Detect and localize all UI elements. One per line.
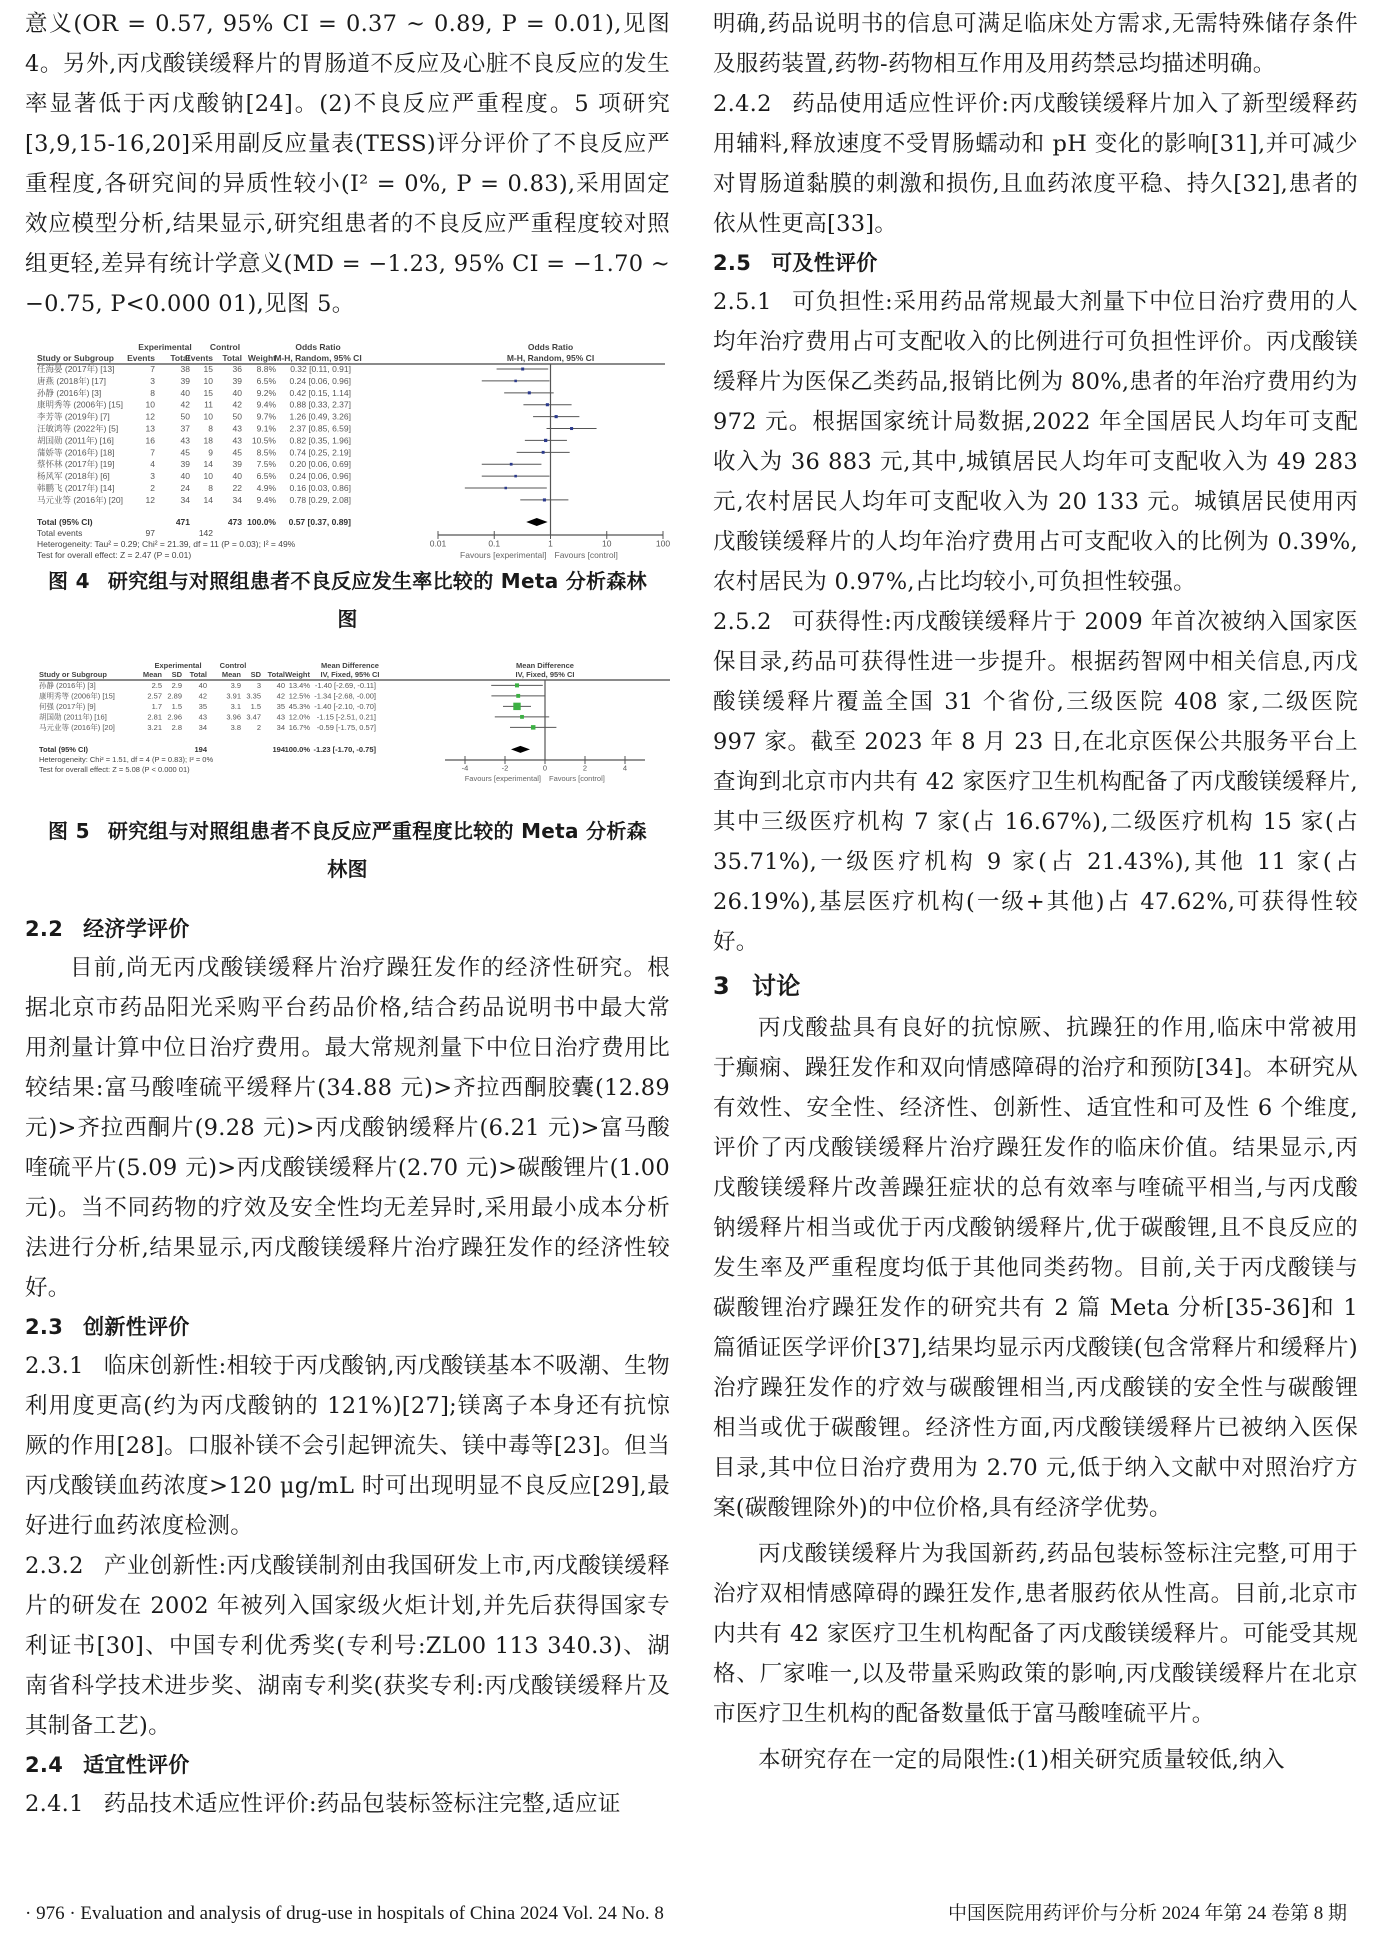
- study-c-total: 39: [232, 459, 242, 470]
- figure-4: [25, 342, 671, 560]
- plot-header: Odds Ratio: [527, 342, 574, 352]
- favours-control-label: Favours [control]: [554, 550, 618, 560]
- study-name: 何强 (2017年) [9]: [39, 702, 96, 711]
- figure-5: [25, 660, 670, 800]
- study-point: [546, 403, 549, 406]
- study-c-sd: 1.5: [250, 702, 261, 711]
- study-name: 杨风军 (2018年) [6]: [37, 471, 110, 482]
- study-point: [510, 463, 513, 466]
- study-weight: 9.7%: [256, 411, 276, 422]
- section-2-2-paragraph: 目前,尚无丙戊酸镁缓释片治疗躁狂发作的经济性研究。根据北京市药品阳光采购平台药品价格,结合药品说明书中最大常用剂量计算中位日治疗费用。最大常规剂量下中位日治疗费用比较结果:富马酸喹硫平缓释片(34.88 元)>齐拉西酮胶囊(12.89 元)>齐拉西酮片(9.28 元)>丙戊酸钠缓释片(6.21 元)>富马酸喹硫平片(5.09 元)>丙戊酸镁缓释片(2.70 元)>碳酸锂片(1.00 元)。当不同药物的疗效及安全性均无差异时,采用最小成本分析法进行分析,结果显示,丙戊酸镁缓释片治疗躁狂发作的经济性较好。: [25, 955, 670, 1301]
- study-point: [513, 703, 520, 710]
- column-header: Weight: [285, 670, 310, 679]
- study-e-mean: 1.7: [151, 702, 162, 711]
- study-c-events: 10: [203, 375, 213, 386]
- total-control: 194: [272, 745, 285, 754]
- section-2-2-heading: [25, 910, 670, 948]
- x-tick-label: -4: [461, 763, 469, 773]
- section-2-5-heading: [713, 244, 1358, 282]
- figure-5-caption: [25, 812, 670, 888]
- study-e-events: 3: [150, 471, 155, 482]
- favours-experimental-label: Favours [experimental]: [460, 550, 547, 560]
- study-c-total: 40: [232, 387, 242, 398]
- column-header: Total: [222, 353, 242, 363]
- discussion-paragraph-1: 丙戊酸盐具有良好的抗惊厥、抗躁狂的作用,临床中常被用于癫痫、躁狂发作和双向情感障碍的治疗和预防[34]。本研究从有效性、安全性、经济性、创新性、适宜性和可及性 6 个维度,评价了丙戊酸镁缓释片治疗躁狂发作的临床价值。结果显示,丙戊酸镁缓释片改善躁狂症状的总有效率与喹硫平相当,与丙戊酸钠缓释片相当或优于丙戊酸钠缓释片,优于碳酸锂,且不良反应的发生率及严重程度均低于其他同类药物。目前,关于丙戊酸镁与碳酸锂治疗躁狂发作的研究共有 2 篇 Meta 分析[35-36]和 1 篇循证医学评价[37],结果均显示丙戊酸镁(包含常释片和缓释片)治疗躁狂发作的疗效与碳酸锂相当,丙戊酸镁的安全性与碳酸锂相当或优于碳酸锂。经济性方面,丙戊酸镁缓释片已被纳入医保目录,其中位日治疗费用为 2.70 元,低于纳入文献中对照治疗方案(碳酸锂除外)的中位价格,具有经济学优势。: [713, 1015, 1358, 1521]
- study-point: [542, 451, 545, 454]
- study-weight: 13.4%: [288, 681, 310, 690]
- study-ci-text: 0.24 [0.06, 0.96]: [289, 375, 351, 386]
- study-e-total: 42: [180, 399, 190, 410]
- study-weight: 6.5%: [256, 471, 276, 482]
- subsection-number: 2.5.2: [713, 609, 772, 635]
- total-label: Total (95% CI): [37, 517, 93, 527]
- subsection-text: 药品技术适应性评价:药品包装标签标注完整,适应证: [103, 1791, 621, 1817]
- total-experimental: 194: [194, 745, 207, 754]
- study-e-events: 7: [150, 364, 155, 374]
- section-title: 讨论: [752, 972, 801, 1000]
- study-e-events: 8: [150, 387, 155, 398]
- study-e-total: 40: [198, 681, 207, 690]
- favours-control-label: Favours [control]: [549, 774, 605, 783]
- study-weight: 9.2%: [256, 387, 276, 398]
- x-tick-label: 100: [655, 538, 671, 549]
- study-c-total: 40: [276, 681, 285, 690]
- study-c-events: 8: [208, 423, 213, 434]
- x-tick-label: 0: [542, 763, 548, 773]
- section-title: 适宜性评价: [83, 1753, 190, 1777]
- section-number: 3: [713, 972, 730, 1000]
- section-number: 2.4: [25, 1753, 64, 1777]
- total-control: 473: [227, 517, 242, 527]
- study-e-total: 50: [180, 411, 190, 422]
- column-header: Total: [170, 353, 190, 363]
- study-e-total: 34: [198, 723, 207, 732]
- right-column: [713, 0, 1358, 1780]
- x-tick-label: -2: [501, 763, 509, 773]
- study-c-mean: 3.96: [226, 712, 241, 722]
- x-tick-label: 10: [602, 538, 612, 549]
- study-e-sd: 2.9: [171, 681, 182, 690]
- study-name: 李芳等 (2019年) [7]: [37, 411, 110, 422]
- effect-header: Odds Ratio: [295, 342, 341, 352]
- study-point: [515, 683, 519, 687]
- study-ci-text: 1.26 [0.49, 3.26]: [289, 411, 351, 422]
- column-header-study: Study or Subgroup: [39, 670, 107, 679]
- study-ci-text: -0.59 [-1.75, 0.57]: [316, 723, 376, 732]
- study-e-events: 13: [145, 423, 155, 434]
- overall-effect-text: Test for overall effect: Z = 2.47 (P = 0.01): [37, 550, 192, 560]
- study-e-total: 45: [180, 447, 190, 458]
- study-weight: 8.5%: [256, 447, 276, 458]
- group-header-experimental: Experimental: [138, 342, 192, 352]
- study-e-total: 43: [198, 712, 207, 722]
- study-name: 唐燕 (2018年) [17]: [37, 375, 106, 386]
- plot-subheader: M-H, Random, 95% CI: [506, 353, 595, 363]
- total-ci-text: 0.57 [0.37, 0.89]: [288, 517, 351, 527]
- study-c-events: 14: [203, 459, 213, 470]
- section-2-5-2: [713, 602, 1358, 962]
- study-c-events: 9: [208, 447, 213, 458]
- study-weight: 9.4%: [256, 494, 276, 505]
- study-c-total: 42: [232, 399, 242, 410]
- study-ci-text: 0.74 [0.25, 2.19]: [289, 447, 351, 458]
- study-c-mean: 3.9: [230, 681, 241, 690]
- x-tick-label: 2: [582, 763, 588, 773]
- study-ci-text: 0.82 [0.35, 1.96]: [289, 435, 351, 446]
- study-e-total: 42: [198, 691, 207, 701]
- figure-5-number: 图 5: [48, 819, 90, 843]
- study-c-total: 43: [232, 423, 242, 434]
- group-header-control: Control: [209, 342, 241, 352]
- study-e-total: 39: [180, 459, 190, 470]
- study-ci-text: -1.34 [-2.68, -0.00]: [314, 691, 376, 701]
- study-e-events: 2: [150, 483, 155, 493]
- x-tick-label: 0.1: [488, 538, 501, 549]
- study-c-sd: 3: [256, 681, 261, 690]
- study-weight: 10.5%: [251, 435, 276, 446]
- study-weight: 7.5%: [256, 459, 276, 470]
- study-c-total: 40: [232, 471, 242, 482]
- study-c-events: 15: [203, 364, 213, 374]
- study-e-events: 12: [145, 494, 155, 505]
- favours-experimental-label: Favours [experimental]: [464, 774, 541, 783]
- study-point: [528, 391, 531, 394]
- study-c-total: 45: [232, 447, 242, 458]
- section-2-4-2: [713, 84, 1358, 244]
- study-name: 韩鹏飞 (2017年) [14]: [37, 483, 115, 493]
- subsection-number: 2.3.2: [25, 1553, 84, 1579]
- study-ci-text: 0.24 [0.06, 0.96]: [289, 471, 351, 482]
- total-experimental: 471: [175, 517, 190, 527]
- column-header: Events: [127, 353, 155, 363]
- study-c-sd: 3.35: [246, 691, 261, 701]
- subsection-text: 临床创新性:相较于丙戊酸钠,丙戊酸镁基本不吸潮、生物利用度更高(约为丙戊酸钠的 121%)[27];镁离子本身还有抗惊厥的作用[28]。口服补镁不会引起钾流失、镁中毒等[23]。但当丙戊酸镁血药浓度>120 μg/mL 时可出现明显不良反应[29],最好进行血药浓度检测。: [25, 1353, 670, 1539]
- study-c-total: 43: [232, 435, 242, 446]
- study-point: [544, 439, 547, 442]
- study-e-total: 40: [180, 387, 190, 398]
- subsection-text: 产业创新性:丙戊酸镁制剂由我国研发上市,丙戊酸镁缓释片的研发在 2002 年被列入国家级火炬计划,并先后获得国家专利证书[30]、中国专利优秀奖(专利号:ZL00 113 340.3)、湖南省科学技术进步奖、湖南专利奖(获奖专利:丙戊酸镁缓释片及其制备工艺)。: [25, 1553, 670, 1739]
- heterogeneity-text: Heterogeneity: Tau² = 0.29; Chi² = 21.39, df = 11 (P = 0.03); I² = 49%: [37, 539, 296, 549]
- study-point: [520, 715, 524, 719]
- study-name: 孙静 (2016年) [3]: [39, 681, 96, 690]
- total-events-control: 142: [198, 528, 213, 538]
- study-c-events: 8: [208, 483, 213, 493]
- study-point: [514, 475, 517, 478]
- forest-plot-5: [25, 660, 670, 800]
- study-name: 胡国勋 (2011年) [16]: [39, 712, 107, 722]
- figure-4-number: 图 4: [48, 569, 90, 593]
- study-c-mean: 3.8: [230, 723, 241, 732]
- study-ci-text: -1.40 [-2.10, -0.70]: [314, 702, 376, 711]
- study-ci-text: 0.32 [0.11, 0.91]: [290, 364, 351, 374]
- study-point: [555, 415, 558, 418]
- study-name: 胡国勋 (2011年) [16]: [37, 435, 114, 446]
- column-header: Events: [185, 353, 213, 363]
- section-number: 2.5: [713, 251, 752, 275]
- study-ci-text: 0.20 [0.06, 0.69]: [289, 459, 351, 470]
- intro-paragraph: 意义(OR = 0.57, 95% CI = 0.37 ~ 0.89, P = 0.01),见图 4。另外,丙戊酸镁缓释片的胃肠道不反应及心脏不良反应的发生率显著低于丙戊酸钠[24]。(2)不良反应严重程度。5 项研究[3,9,15-16,20]采用副反应量表(TESS)评分评价了不良反应严重程度,各研究间的异质性较小(I² = 0%, P = 0.83),采用固定效应模型分析,结果显示,研究组患者的不良反应严重程度较对照组更轻,差异有统计学意义(MD = −1.23, 95% CI = −1.70 ~ −0.75, P<0.000 01),见图 5。: [25, 11, 670, 317]
- study-e-total: 38: [180, 364, 190, 374]
- study-c-total: 35: [276, 702, 285, 711]
- x-tick-label: 0.01: [429, 538, 447, 549]
- study-ci-text: 0.42 [0.15, 1.14]: [289, 387, 351, 398]
- column-header: Total: [267, 670, 285, 679]
- section-title: 可及性评价: [771, 251, 878, 275]
- column-header: Total: [189, 670, 207, 679]
- study-c-events: 15: [203, 387, 213, 398]
- figure-4-caption-text: 研究组与对照组患者不良反应发生率比较的 Meta 分析森林图: [107, 569, 647, 631]
- section-3-heading: [713, 964, 1358, 1008]
- section-2-3-1: [25, 1346, 670, 1546]
- study-e-events: 12: [145, 411, 155, 422]
- study-name: 任海晏 (2017年) [13]: [37, 364, 115, 374]
- study-c-events: 10: [203, 471, 213, 482]
- study-e-total: 35: [198, 702, 207, 711]
- study-point: [504, 487, 507, 490]
- subsection-number: 2.5.1: [713, 289, 772, 315]
- study-name: 马元业等 (2016年) [20]: [39, 723, 115, 732]
- plot-header: Mean Difference: [516, 661, 574, 670]
- study-c-total: 34: [232, 494, 242, 505]
- discussion-paragraph-3: 本研究存在一定的局限性:(1)相关研究质量较低,纳入: [758, 1747, 1285, 1773]
- study-e-total: 34: [180, 494, 190, 505]
- study-e-events: 4: [150, 459, 155, 470]
- section-title: 经济学评价: [83, 917, 190, 941]
- footer-right: 中国医院用药评价与分析 2024 年第 24 卷第 8 期: [947, 1903, 1347, 1924]
- section-2-4-1-continued: 明确,药品说明书的信息可满足临床处方需求,无需特殊储存条件及服药装置,药物-药物相互作用及用药禁忌均描述明确。: [713, 11, 1358, 77]
- study-e-total: 39: [180, 375, 190, 386]
- study-e-total: 24: [180, 483, 190, 493]
- figure-4-caption: [25, 562, 670, 638]
- effect-subheader: IV, Fixed, 95% CI: [320, 670, 380, 679]
- study-weight: 8.8%: [256, 364, 276, 374]
- study-weight: 45.3%: [288, 702, 310, 711]
- study-weight: 12.0%: [288, 712, 310, 722]
- study-e-sd: 2.89: [167, 691, 182, 701]
- study-c-total: 50: [232, 411, 242, 422]
- study-weight: 9.1%: [256, 423, 276, 434]
- study-c-total: 39: [232, 375, 242, 386]
- group-header-control: Control: [219, 661, 247, 670]
- column-header-study: Study or Subgroup: [37, 353, 114, 363]
- study-point: [570, 427, 573, 430]
- study-c-total: 42: [276, 691, 285, 701]
- study-point: [543, 498, 546, 501]
- study-c-total: 43: [276, 712, 285, 722]
- study-weight: 9.4%: [256, 399, 276, 410]
- section-2-5-1: [713, 282, 1358, 602]
- study-ci-text: -1.15 [-2.51, 0.21]: [316, 712, 376, 722]
- section-2-3-2: [25, 1546, 670, 1746]
- study-name: 蔡怀林 (2017年) [19]: [37, 459, 115, 470]
- column-header: SD: [171, 670, 182, 679]
- study-c-total: 36: [232, 364, 242, 374]
- study-e-events: 3: [150, 375, 155, 386]
- effect-header: Mean Difference: [321, 661, 379, 670]
- total-ci-text: -1.23 [-1.70, -0.75]: [313, 745, 376, 754]
- study-name: 孙静 (2016年) [3]: [37, 387, 102, 398]
- footer-left: · 976 · Evaluation and analysis of drug-use in hospitals of China 2024 Vol. 24 No. 8: [25, 1903, 664, 1924]
- study-name: 康明秀等 (2006年) [15]: [39, 691, 115, 701]
- study-name: 马元业等 (2016年) [20]: [37, 494, 123, 505]
- column-header: Mean: [142, 670, 162, 679]
- study-e-events: 16: [145, 435, 155, 446]
- study-c-sd: 2: [256, 723, 261, 732]
- study-c-events: 14: [203, 494, 213, 505]
- total-events-experimental: 97: [145, 528, 155, 538]
- study-c-mean: 3.91: [226, 691, 241, 701]
- section-number: 2.3: [25, 1315, 64, 1339]
- column-header: Mean: [221, 670, 241, 679]
- study-ci-text: 0.16 [0.03, 0.86]: [289, 483, 351, 493]
- section-2-4-heading: [25, 1746, 670, 1784]
- effect-subheader: M-H, Random, 95% CI: [274, 353, 362, 363]
- subsection-number: 2.4.1: [25, 1791, 84, 1817]
- forest-plot-4: [25, 342, 671, 560]
- plot-subheader: IV, Fixed, 95% CI: [515, 670, 575, 679]
- study-ci-text: -1.40 [-2.69, -0.11]: [314, 681, 376, 690]
- study-e-mean: 2.81: [147, 712, 162, 722]
- x-tick-label: 1: [548, 538, 553, 549]
- study-e-events: 7: [150, 447, 155, 458]
- study-ci-text: 0.78 [0.29, 2.08]: [289, 494, 351, 505]
- study-point: [521, 368, 524, 371]
- section-title: 创新性评价: [83, 1315, 190, 1339]
- study-point: [531, 725, 535, 729]
- study-e-sd: 2.96: [167, 712, 182, 722]
- study-name: 汪敏鸿等 (2022年) [5]: [37, 423, 119, 434]
- study-name: 康明秀等 (2006年) [15]: [37, 399, 123, 410]
- left-column: [25, 0, 670, 1824]
- study-c-mean: 3.1: [230, 702, 241, 711]
- subsection-text: 可获得性:丙戊酸镁缓释片于 2009 年首次被纳入国家医保目录,药品可获得性进一步提升。根据药智网中相关信息,丙戊酸镁缓释片覆盖全国 31 个省份,三级医院 408 家,二级医院 997 家。截至 2023 年 8 月 23 日,在北京医保公共服务平台上查询到北京市内共有 42 家医疗卫生机构配备了丙戊酸镁缓释片,其中三级医疗机构 7 家(占 16.67%),二级医疗机构 15 家(占 35.71%),一级医疗机构 9 家(占 21.43%),其他 11 家(占 26.19%),基层医疗机构(一级+其他)占 47.62%,可获得性较好。: [713, 609, 1358, 955]
- summary-diamond: [511, 746, 530, 753]
- total-events-label: Total events: [37, 528, 83, 538]
- study-e-mean: 2.57: [147, 691, 162, 701]
- total-weight: 100.0%: [247, 517, 276, 527]
- column-header: Weight: [247, 353, 276, 363]
- study-e-total: 43: [180, 435, 190, 446]
- study-ci-text: 0.88 [0.33, 2.37]: [289, 399, 351, 410]
- subsection-number: 2.3.1: [25, 1353, 84, 1379]
- study-e-mean: 3.21: [147, 723, 162, 732]
- heterogeneity-text: Heterogeneity: Chi² = 1.51, df = 4 (P = 0.83); I² = 0%: [39, 755, 214, 764]
- section-2-3-heading: [25, 1308, 670, 1346]
- study-weight: 6.5%: [256, 375, 276, 386]
- study-c-events: 11: [204, 399, 213, 410]
- study-c-events: 18: [203, 435, 213, 446]
- study-c-events: 10: [203, 411, 213, 422]
- subsection-number: 2.4.2: [713, 91, 772, 117]
- study-c-sd: 3.47: [246, 712, 261, 722]
- subsection-text: 可负担性:采用药品常规最大剂量下中位日治疗费用的人均年治疗费用占可支配收入的比例进行可负担性评价。丙戊酸镁缓释片为医保乙类药品,报销比例为 80%,患者的年治疗费用约为 972 元。根据国家统计局数据,2022 年全国居民人均年可支配收入为 36 883 元,其中,城镇居民人均年可支配收入为 49 283 元,农村居民人均年可支配收入为 20 133 元。城镇居民使用丙戊酸镁缓释片的人均年治疗费用占可支配收入的比例为 0.39%,农村居民为 0.97%,占比均较小,可负担性较强。: [713, 289, 1358, 595]
- subsection-text: 药品使用适应性评价:丙戊酸镁缓释片加入了新型缓释药用辅料,释放速度不受胃肠蠕动和 pH 变化的影响[31],并可减少对胃肠道黏膜的刺激和损伤,且血药浓度平稳、持久[32],患者的依从性更高[33]。: [713, 91, 1358, 237]
- study-e-events: 10: [145, 399, 155, 410]
- study-e-mean: 2.5: [151, 681, 162, 690]
- study-c-total: 34: [276, 723, 285, 732]
- study-point: [516, 694, 520, 698]
- study-weight: 4.9%: [256, 483, 276, 493]
- section-2-4-1: [25, 1784, 670, 1824]
- discussion-paragraph-2: 丙戊酸镁缓释片为我国新药,药品包装标签标注完整,可用于治疗双相情感障碍的躁狂发作,患者服药依从性高。目前,北京市内共有 42 家医疗卫生机构配备了丙戊酸镁缓释片。可能受其规格、厂家唯一,以及带量采购政策的影响,丙戊酸镁缓释片在北京市医疗卫生机构的配备数量低于富马酸喹硫平片。: [713, 1541, 1358, 1727]
- study-e-sd: 1.5: [171, 702, 182, 711]
- section-number: 2.2: [25, 917, 64, 941]
- study-point: [514, 380, 517, 383]
- total-label: Total (95% CI): [39, 745, 89, 754]
- figure-5-caption-text: 研究组与对照组患者不良反应严重程度比较的 Meta 分析森林图: [107, 819, 647, 881]
- study-name: 蒲娇等 (2016年) [18]: [37, 447, 115, 458]
- column-header: SD: [250, 670, 261, 679]
- summary-diamond: [526, 518, 547, 526]
- study-weight: 12.5%: [288, 691, 310, 701]
- overall-effect-text: Test for overall effect: Z = 5.08 (P < 0.000 01): [39, 765, 190, 774]
- group-header-experimental: Experimental: [154, 661, 202, 670]
- total-weight: 100.0%: [284, 745, 310, 754]
- x-tick-label: 4: [622, 763, 628, 773]
- study-e-total: 37: [180, 423, 190, 434]
- study-weight: 16.7%: [288, 723, 310, 732]
- study-e-sd: 2.8: [171, 723, 182, 732]
- study-c-total: 22: [232, 483, 242, 493]
- study-e-total: 40: [180, 471, 190, 482]
- study-ci-text: 2.37 [0.85, 6.59]: [289, 423, 351, 434]
